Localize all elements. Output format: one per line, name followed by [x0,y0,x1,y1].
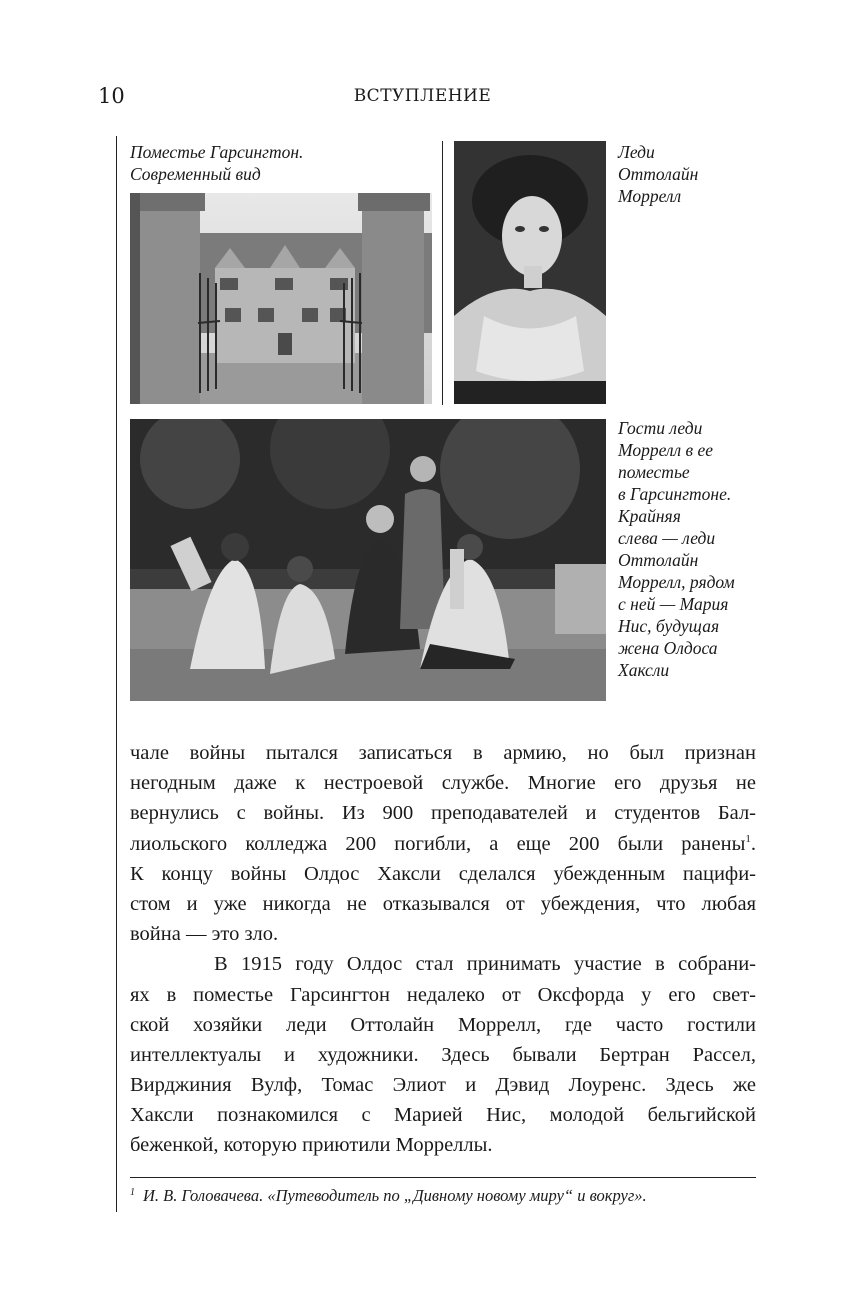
caption-line: слева — леди [618,528,716,548]
text-line: К концу войны Олдос Хаксли сделался убежденным пацифи- [130,862,756,885]
photo-guests-garsington [130,419,606,701]
text-line: стом и уже никогда не отказывался от убеждения, что любая [130,892,756,915]
footnote-text: И. В. Головачева. «Путеводитель по „Дивному новому миру“ и вокруг». [143,1186,647,1205]
caption-line: Леди [618,142,655,162]
text-line-content: лиольского колледжа 200 погибли, а еще 200 были ранены [130,832,746,855]
caption-guests [618,417,735,681]
text-line: беженкой, которую приютили Морреллы. [130,1134,493,1157]
text-line: чале войны пытался записаться в армию, но был признан [130,742,756,764]
photo-divider [442,141,443,405]
page-number: 10 [98,84,125,108]
margin-rule [116,136,117,1212]
footnote-mark: 1 [130,1186,135,1198]
text-line: В 1915 году Олдос стал принимать участие в собрани- [214,953,756,976]
text-line: негодным даже к нестроевой службе. Многие его друзья не [130,772,756,795]
text-line-with-note: лиольского колледжа 200 погибли, а еще 200 были ранены$^1$. [130,832,756,855]
caption-line: Моррелл [618,186,682,206]
caption-line: Хаксли [618,660,670,680]
caption-lady-ottoline [618,141,698,207]
footnote [130,1186,770,1206]
photo-lady-ottoline [454,141,606,404]
caption-line: Современный вид [130,164,261,184]
footnote-rule [130,1177,756,1178]
text-line: ях в поместье Гарсингтон недалеко от Оксфорда у его свет- [130,983,756,1006]
caption-line: поместье [618,462,690,482]
caption-line: Поместье Гарсингтон. [130,142,304,162]
caption-estate [130,141,303,185]
text-line: Вирджиния Вулф, Томас Элиот и Дэвид Лоуренс. Здесь же [130,1074,756,1097]
footnote-ref[interactable]: 1 [745,832,751,845]
caption-line: Гости леди [618,418,703,438]
caption-line: Нис, будущая [618,616,720,636]
caption-line: Оттолайн [618,164,699,184]
caption-line: с ней — Мария [618,594,729,614]
text-line: интеллектуалы и художники. Здесь бывали Бертран Рассел, [130,1043,756,1066]
running-head: ВСТУПЛЕНИЕ [353,86,492,106]
caption-line: Крайняя [618,506,681,526]
text-line: вернулись с войны. Из 900 преподавателей и студентов Бал- [130,802,756,825]
caption-line: Оттолайн [618,550,699,570]
text-line: ской хозяйки леди Оттолайн Моррелл, где часто гостили [130,1013,756,1036]
caption-line: Моррелл в ее [618,440,714,460]
caption-line: Моррелл, рядом [618,572,735,592]
caption-line: жена Олдоса [618,638,718,658]
caption-line: в Гарсингтоне. [618,484,732,504]
photo-garsington-manor [130,193,432,404]
text-line: Хаксли познакомился с Марией Нис, молодой бельгийской [130,1104,756,1127]
text-line: война — это зло. [130,923,279,946]
body-text [130,738,756,1161]
